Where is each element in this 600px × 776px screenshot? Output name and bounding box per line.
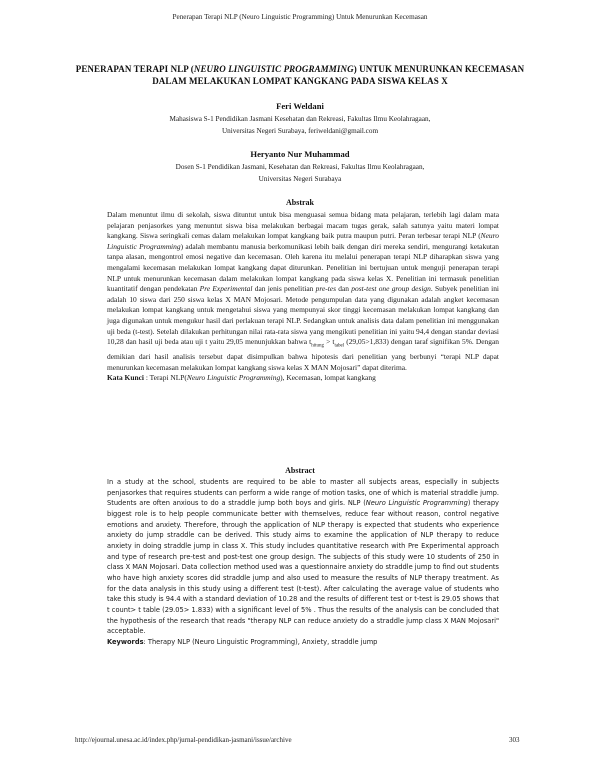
keywords-text: : Therapy NLP (Neuro Linguistic Programming), Anxiety, straddle jump xyxy=(143,637,378,646)
paper-title xyxy=(70,63,530,87)
title-text-cont: ) UNTUK MENURUNKAN KECEMASAN DALAM MELAKUKAN LOMPAT KANGKANG PADA SISWA KELAS X xyxy=(152,64,525,86)
subscript-hitung: hitung xyxy=(311,343,325,349)
abstrak-text: dan jenis penelitian xyxy=(252,284,316,294)
keywords-label: Keywords xyxy=(107,637,144,646)
affiliation-line: Universitas Negeri Surabaya, feriweldani@gmail.com xyxy=(221,126,379,135)
author-affiliation-2 xyxy=(110,162,490,185)
subscript-tabel: tabel xyxy=(334,343,345,349)
kata-kunci-text: : Terapi NLP( xyxy=(143,373,187,383)
keywords xyxy=(107,638,377,646)
title-text: PENERAPAN TERAPI NLP ( xyxy=(75,64,194,74)
abstrak-italic: Neuro Linguistic Programming xyxy=(107,231,499,251)
affiliation-line: Universitas Negeri Surabaya xyxy=(258,174,342,183)
affiliation-line: Mahasiswa S-1 Pendidikan Jasmani Kesehatan dan Rekreasi, Fakultas Ilmu Keolahragaan, xyxy=(169,115,431,123)
abstrak-text: dan xyxy=(336,284,352,294)
abstract-body xyxy=(107,477,499,648)
running-head: Penerapan Terapi NLP (Neuro Linguistic Programming) Untuk Menurunkan Kecemasan xyxy=(172,13,428,21)
kata-kunci-text: ), Kecemasan, lompat kangkang xyxy=(280,373,376,383)
kata-kunci xyxy=(107,373,376,382)
abstrak-text: Dalam menuntut ilmu di sekolah, siswa dituntut untuk bisa menguasai semua bidang mata pelajaran, terlebih lagi dalam mata pelajaran penjasorkes yang menuntut siswa bisa melakukan berbagai macam tugas gerak, salah satunya yaitu materi lompat kangkang. Siswa seringkali cemas dalam melakukan lompat kangkang baik putra maupun putri. Peran terbesar terapi NLP ( xyxy=(107,210,499,241)
abstract-italic: Neuro Linguistic Programming xyxy=(365,499,468,508)
abstrak-italic: pre-tes xyxy=(315,284,336,294)
abstrak-italic: post-test one group design xyxy=(351,284,431,294)
author-name-1: Feri Weldani xyxy=(276,101,324,111)
abstrak-body xyxy=(107,210,499,384)
abstrak-heading: Abstrak xyxy=(285,198,314,207)
affiliation-line: Dosen S-1 Pendidikan Jasmani, Kesehatan dan Rekreasi, Fakultas Ilmu Keolahragaan, xyxy=(175,163,425,171)
abstrak-italic: Pre Experimental xyxy=(199,284,253,294)
abstrak-text: ) adalah membantu manusia berkomunikasi lebih baik dengan diri mereka sendiri, mengurangi ketakutan tanpa alasan, mengontrol emosi negative dan kecemasan. Oleh karena itu melalui penerapan terapi NLP diharapkan siswa yang mengalami kecemasan melakukan lompat kangkang dapat diturunkan. Penelitian ini bertujuan untuk menguji penerapan terapi NLP untuk menurunkan kecemasan dalam melakukan lompat kangkang pada siswa kelas X. Penelitian ini termasuk penelitian kuantitatif dengan pendekatan xyxy=(107,241,500,294)
abstract-text: In a study at the school, students are required to be able to master all subjects areas, especially in subjects penjasorkes that requires students can perform a wide range of motion tasks, one of which is material straddle jump. Students are often anxious to do a straddle jump both boys and girls. NLP ( xyxy=(107,478,499,508)
author-name-2: Heryanto Nur Muhammad xyxy=(250,149,350,159)
page-number: 303 xyxy=(509,736,520,744)
abstract-heading: Abstract xyxy=(285,466,315,475)
abstrak-text: . Subyek penelitian ini adalah 10 siswa dari 250 siswa kelas X MAN Mojosari. Metode pengumpulan data yang digunakan adalah angket kecemasan melakukan lompat kangkang untuk mengetahui siswa yang mempunyai skor tinggi kecemasan melakukan lompat kangkang dan juga digunakan untuk mengukur hasil dari perlakuan terapi NLP. Sedangkan untuk analisis data dalam penelitian ini menggunakan uji beda (t-test). Setelah dilakukan perhitungan nilai rata-rata siswa yang mengikuti penelitian ini yaitu 94,4 dengan standar deviasi 10,28 dan hasil uji beda atau uji t yaitu 29,05 menunjukkan bahwa t xyxy=(107,284,499,347)
abstrak-text: (29,05>1,833) dengan taraf signifikan 5%. Dengan demikian dari hasil analisis tersebut dapat disimpulkan bahwa hipotesis dari penelitian yang berbunyi “terapi NLP dapat menurunkan kecemasan melakukan lompat kangkang siswa kelas X MAN Mojosari” dapat diterima. xyxy=(107,337,499,372)
footer-url[interactable]: http://ejournal.unesa.ac.id/index.php/jurnal-pendidikan-jasmani/issue/archive xyxy=(75,736,292,744)
kata-kunci-italic: Neuro Linguistic Programming xyxy=(186,373,281,383)
abstrak-text: > t xyxy=(324,337,335,347)
title-italic: NEURO LINGUISTIC PROGRAMMING xyxy=(193,64,354,74)
kata-kunci-label: Kata Kunci xyxy=(107,373,144,383)
abstract-text: ) therapy biggest role is to help people communicate better with themselves, reduce fear without reason, control negative emotions and anxiety. Therefore, through the application of NLP therapy is expected that students who experience anxiety do jump straddle can be derived. This study aims to examine the application of NLP therapy to reduce anxiety in doing straddle jump in class X. This study includes quantitative research with Pre Experimental approach and type of research pre-test and post-test one group design. The subjects of this study were 10 students of 250 in class X MAN Mojosari. Data collection method used was a questionnaire anxiety do straddle jump to find out students who have high anxiety scores did straddle jump and also used to measure the results of NLP therapy treatment. As for the data analysis in this study using a different test (t-test). After calculating the average value of students who take this study is 94.4 with a standard deviation of 10.28 and the results of different test or t-test is 29.05 shows that t count> t table (29.05> 1.833) with a significant level of 5% . Thus the results of the analysis can be concluded that the hypothesis of the research that reads "therapy NLP can reduce anxiety do a straddle jump class X MAN Mojosari" acceptable. xyxy=(107,499,499,636)
author-affiliation-1 xyxy=(110,114,490,137)
